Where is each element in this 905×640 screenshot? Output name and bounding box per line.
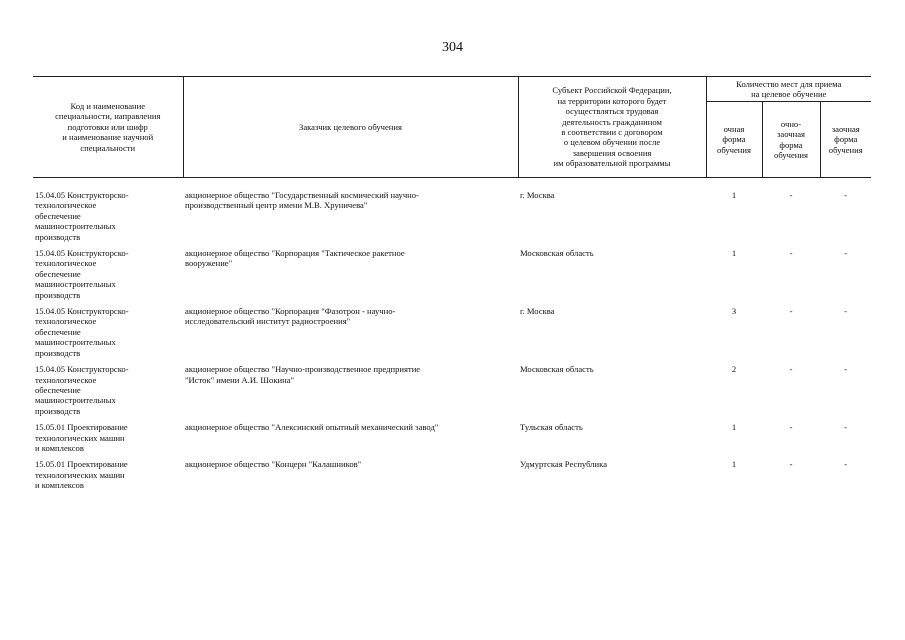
text-line: заочная	[777, 129, 805, 140]
full-time-cell: 2	[731, 364, 737, 375]
text-line: 15.04.05 Конструкторско-	[35, 364, 129, 375]
region-cell: Удмуртская Республика	[520, 459, 608, 470]
table-row	[33, 306, 871, 364]
text-line: технологическое	[35, 258, 97, 269]
table-row	[33, 459, 871, 496]
text-line: обучения	[717, 144, 751, 155]
customer-cell	[183, 459, 518, 496]
text-line: и комплексов	[35, 442, 84, 453]
text-line: технологическое	[35, 200, 97, 211]
code-cell	[33, 248, 183, 306]
header-region-lines	[521, 85, 704, 168]
text-line: производств	[35, 347, 81, 358]
full-time-cell: 1	[731, 190, 737, 200]
text-line: технологических машин	[35, 432, 125, 443]
text-line: "Исток" имени А.И. Шокина"	[185, 374, 295, 385]
text-line: машиностроительных	[35, 337, 116, 348]
customer-cell	[183, 422, 518, 459]
text-line: форма	[722, 134, 746, 145]
text-line: обеспечение	[35, 210, 81, 221]
extramural-cell: -	[844, 422, 847, 433]
part-time-cell: -	[789, 248, 793, 259]
text-line: исследовательский институт радиостроения"	[185, 316, 351, 327]
code-cell	[33, 459, 183, 496]
text-line: акционерное общество "Корпорация "Фазотрон - научно-	[185, 306, 396, 317]
text-line: форма	[779, 139, 803, 150]
table-row	[33, 178, 871, 249]
header-part-time	[762, 102, 820, 178]
text-line: машиностроительных	[35, 221, 116, 232]
region-cell: г. Москва	[520, 306, 555, 317]
full-time-cell: 1	[731, 422, 737, 433]
text-line: обеспечение	[35, 326, 81, 337]
text-line: осуществляться трудовая	[565, 106, 659, 117]
header-places	[706, 77, 871, 102]
customer-cell	[183, 248, 518, 306]
text-line: технологических машин	[35, 469, 125, 480]
code-cell	[33, 422, 183, 459]
text-line: 15.04.05 Конструкторско-	[35, 306, 129, 317]
table-row	[33, 248, 871, 306]
text-line: вооружение"	[185, 258, 233, 269]
text-line: обеспечение	[35, 384, 81, 395]
text-line: обучения	[828, 144, 863, 155]
region-cell: Московская область	[520, 364, 594, 375]
customer-cell	[183, 306, 518, 364]
text-line: заочная	[831, 123, 860, 134]
table-row	[33, 364, 871, 422]
text-line: акционерное общество "Научно-производственное предприятие	[185, 364, 421, 375]
header-region	[518, 77, 706, 178]
region-cell: г. Москва	[520, 190, 555, 200]
admission-quota-table	[33, 76, 871, 497]
header-code	[33, 77, 183, 178]
text-line: 15.05.01 Проектирование	[35, 422, 128, 433]
text-line: подготовки или шифр	[67, 121, 148, 132]
text-line: обучения	[774, 149, 808, 160]
region-cell: Московская область	[520, 248, 594, 259]
text-line: на территории которого будет	[557, 95, 667, 106]
extramural-cell: -	[844, 459, 847, 470]
text-line: форма	[834, 134, 858, 145]
text-line: обеспечение	[35, 268, 81, 279]
header-places-lines	[709, 79, 870, 100]
customer-cell	[183, 364, 518, 422]
text-line: акционерное общество "Государственный космический научно-	[185, 190, 419, 200]
text-line: машиностроительных	[35, 279, 116, 290]
text-line: и наименование научной	[62, 132, 154, 143]
full-time-cell: 1	[731, 459, 737, 470]
text-line: производственный центр имени М.В. Хруничева"	[185, 200, 368, 211]
text-line: технологическое	[35, 316, 97, 327]
region-cell: Тульская область	[520, 422, 583, 433]
header-extramural-lines	[823, 124, 870, 155]
customer-cell	[183, 178, 518, 249]
text-line: производств	[35, 405, 81, 416]
table-body	[33, 178, 871, 497]
text-line: Количество мест для приема	[736, 78, 842, 89]
text-line: и комплексов	[35, 480, 84, 491]
code-cell	[33, 364, 183, 422]
text-line: Субъект Российской Федерации,	[552, 85, 672, 96]
text-line: технологическое	[35, 374, 97, 385]
text-line: о целевом обучении после	[563, 137, 661, 148]
extramural-cell: -	[844, 190, 847, 200]
text-line: Код и наименование	[70, 100, 146, 111]
text-line: 15.04.05 Конструкторско-	[35, 248, 129, 259]
text-line: 15.05.01 Проектирование	[35, 459, 128, 470]
text-line: специальности, направления	[55, 111, 161, 122]
text-line: очно-	[780, 118, 802, 129]
text-line: деятельность гражданином	[562, 116, 662, 127]
text-line: им образовательной программы	[553, 158, 671, 169]
table-row	[33, 422, 871, 459]
header-customer: Заказчик целевого обучения	[183, 77, 518, 178]
text-line: очная	[723, 123, 745, 134]
header-code-lines	[35, 101, 181, 153]
part-time-cell: -	[789, 364, 793, 375]
text-line: завершения освоения	[572, 147, 652, 158]
part-time-cell: -	[789, 190, 793, 200]
text-line: на целевое обучение	[751, 89, 827, 99]
text-line: специальности	[80, 142, 136, 153]
text-line: 15.04.05 Конструкторско-	[35, 190, 129, 200]
text-line: машиностроительных	[35, 395, 116, 406]
extramural-cell: -	[844, 306, 847, 317]
extramural-cell: -	[844, 364, 847, 375]
page-number: 304	[442, 40, 463, 55]
text-line: акционерное общество "Алексинский опытный механический завод"	[185, 422, 439, 433]
code-cell	[33, 306, 183, 364]
text-line: производств	[35, 289, 81, 300]
text-line: производств	[35, 231, 81, 242]
header-extramural	[820, 102, 871, 178]
part-time-cell: -	[789, 459, 793, 470]
header-full-time-lines	[709, 124, 760, 155]
part-time-cell: -	[789, 306, 793, 317]
text-line: в соответствии с договором	[561, 127, 663, 137]
text-line: акционерное общество "Концерн "Калашников"	[185, 459, 362, 470]
part-time-cell: -	[789, 422, 793, 433]
full-time-cell: 3	[731, 306, 737, 317]
text-line: акционерное общество "Корпорация "Тактическое ракетное	[185, 248, 405, 259]
extramural-cell: -	[844, 248, 847, 259]
code-cell	[33, 178, 183, 249]
full-time-cell: 1	[731, 248, 737, 259]
header-full-time	[706, 102, 762, 178]
header-part-time-lines	[765, 119, 818, 161]
